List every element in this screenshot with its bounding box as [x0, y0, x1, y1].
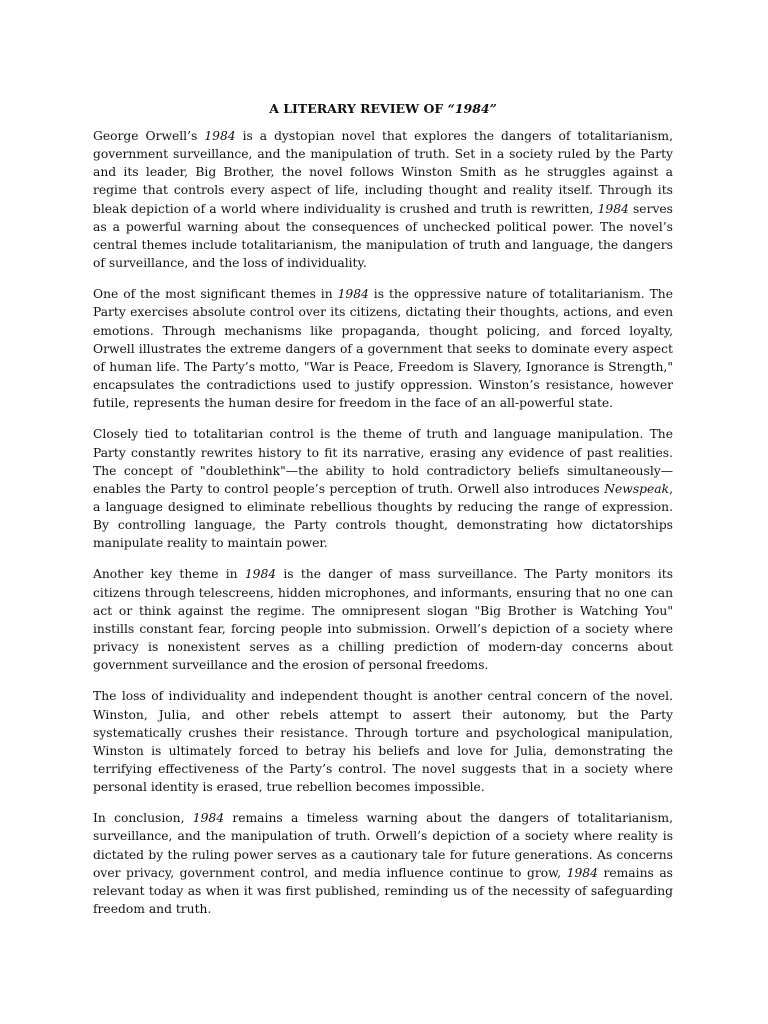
document-page: [93, 100, 673, 931]
text-segment: is the danger of mass surveillance. The Party monitors its citizens through telescreens, hidden microphones, and informants, ensuring that no one can act or think against the regime. The omnipresent slogan "Big Brother is Watching You" instills constant fear, forcing people into submission. Orwell’s depiction of a society where privacy is nonexistent serves as a chilling prediction of modern-day concerns about government surveillance and the erosion of personal freedoms.: [93, 567, 674, 673]
text-segment: remains as relevant today as when it was first published, reminding us of the necessity of safeguarding freedom and truth.: [93, 865, 673, 917]
italic-text: 1984: [337, 287, 369, 302]
paragraph: [93, 285, 673, 412]
title-book: “1984”: [447, 101, 497, 116]
paragraph: [93, 687, 673, 796]
paragraph: [93, 809, 673, 918]
italic-text: Newspeak: [604, 481, 670, 496]
text-segment: Another key theme in: [93, 567, 245, 582]
document-body: [93, 127, 673, 918]
italic-text: 1984: [244, 567, 277, 582]
text-segment: remains a timeless warning about the dangers of totalitarianism, surveillance, and the manipulation of truth. Orwell’s depiction of a society where reality is dictated by the ruling power serves as a cautionary tale for future generations. As concerns over privacy, government control, and media influence continue to grow,: [93, 811, 673, 880]
text-segment: One of the most significant themes in: [93, 287, 338, 302]
text-segment: George Orwell’s: [93, 129, 205, 143]
italic-text: 1984: [566, 865, 598, 880]
italic-text: 1984: [204, 129, 236, 143]
text-segment: serves as a powerful warning about the consequences of unchecked political power. The novel’s central themes include totalitarianism, the manipulation of truth and language, the dangers of surveillance, and the loss of individuality.: [93, 201, 673, 271]
italic-text: 1984: [192, 811, 225, 826]
paragraph: [93, 127, 673, 272]
text-segment: , a language designed to eliminate rebellious thoughts by reducing the range of expression. By controlling language, the Party controls thought, demonstrating how dictatorships manipulate reality to maintain power.: [93, 481, 673, 551]
paragraph: [93, 565, 673, 674]
italic-text: 1984: [597, 201, 629, 216]
text-segment: is the oppressive nature of totalitarianism. The Party exercises absolute control over its citizens, dictating their thoughts, actions, and even emotions. Through mechanisms like propaganda, thought policing, and forced loyalty, Orwell illustrates the extreme dangers of a government that seeks to dominate every aspect of human life. The Party’s motto, "War is Peace, Freedom is Slavery, Ignorance is Strength," encapsulates the contradictions used to justify oppression. Winston’s resistance, however futile, represents the human desire for freedom in the face of an all-powerful state.: [93, 287, 673, 411]
text-segment: Closely tied to totalitarian control is the theme of truth and language manipulation. The Party constantly rewrites history to fit its narrative, erasing any evidence of past realities. The concept of "doublethink"—the ability to hold contradictory beliefs simultaneously—enables the Party to control people’s perception of truth. Orwell also introduces: [93, 427, 673, 496]
text-segment: The loss of individuality and independent thought is another central concern of the novel. Winston, Julia, and other rebels attempt to assert their autonomy, but the Party systematically crushes their resistance. Through torture and psychological manipulation, Winston is ultimately forced to betray his beliefs and love for Julia, demonstrating the terrifying effectiveness of the Party’s control. The novel suggests that in a society where personal identity is erased, true rebellion becomes impossible.: [93, 689, 673, 795]
paragraph: [93, 425, 673, 552]
title-prefix: A LITERARY REVIEW OF: [269, 101, 448, 116]
document-title: [93, 100, 673, 118]
text-segment: In conclusion,: [93, 811, 193, 826]
text-segment: is a dystopian novel that explores the dangers of totalitarianism, government surveillance, and the manipulation of truth. Set in a society ruled by the Party and its leader, Big Brother, the novel follows Winston Smith as he struggles against a regime that controls every aspect of life, including thought and reality itself. Through its bleak depiction of a world where individuality is crushed and truth is rewritten,: [93, 129, 673, 216]
